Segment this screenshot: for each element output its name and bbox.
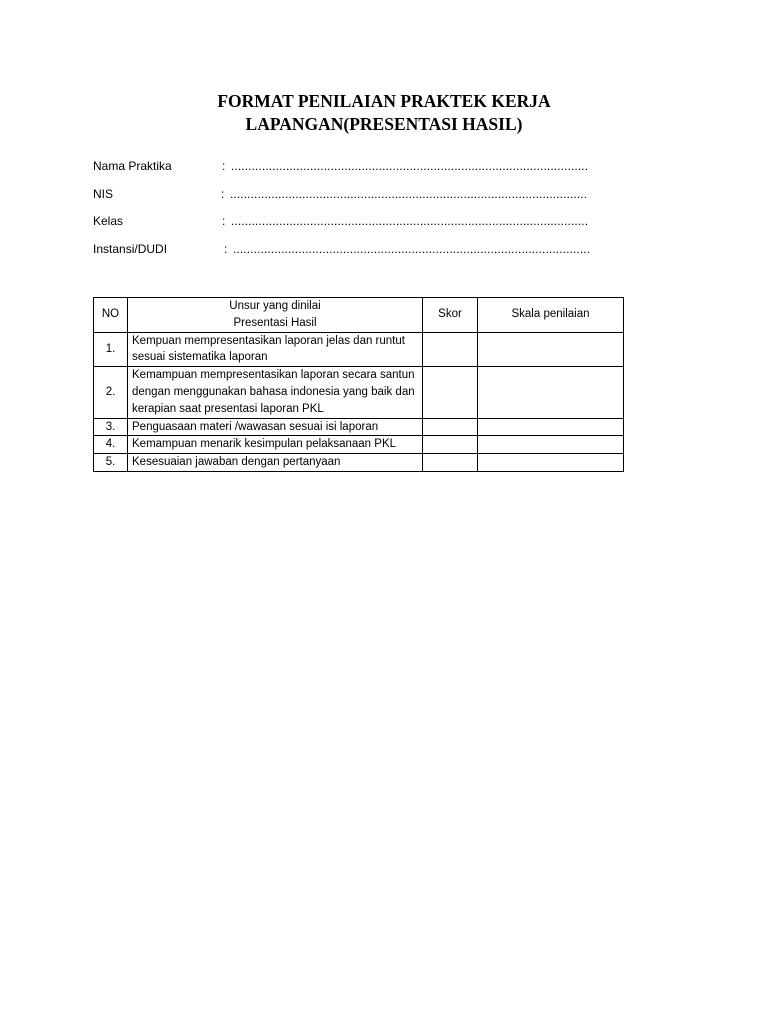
row-number: 3. [94,418,128,436]
row-description: Penguasaan materi /wawasan sesuai isi laporan [128,418,423,436]
header-unsur [128,298,423,333]
table-header-row [94,298,624,333]
field-kelas [93,214,633,242]
field-colon: : [222,214,226,228]
field-instansi-dudi [93,242,633,270]
document-title [0,90,768,136]
field-colon: : [221,186,225,201]
table-row [94,418,624,436]
table-row [94,367,624,418]
score-cell[interactable] [423,332,478,367]
row-description: Kesesuaian jawaban dengan pertanyaan [128,454,423,472]
field-label: NIS [93,186,114,201]
field-nis [93,187,633,215]
identity-fields [93,159,633,269]
field-blank-line: ........................................................................................................ [231,214,589,228]
scale-cell[interactable] [478,436,624,454]
title-line-2: LAPANGAN(PRESENTASI HASIL) [245,114,523,134]
scale-cell[interactable] [478,454,624,472]
row-description: Kemampuan menarik kesimpulan pelaksanaan PKL [128,436,423,454]
field-label: Nama Praktika [93,159,172,173]
table-row [94,436,624,454]
field-blank-line: ........................................................................................................ [231,159,589,173]
score-cell[interactable] [423,418,478,436]
field-nama-praktika [93,159,633,187]
score-cell[interactable] [423,436,478,454]
row-number: 5. [94,454,128,472]
header-unsur-line-1: Unsur yang dinilai [229,300,321,312]
scale-cell[interactable] [478,418,624,436]
row-number: 1. [94,332,128,367]
table-row [94,332,624,367]
row-description: Kempuan mempresentasikan laporan jelas dan runtut sesuai sistematika laporan [128,332,423,367]
field-label: Instansi/DUDI [93,241,168,256]
field-colon: : [222,159,226,173]
header-no: NO [94,298,128,333]
row-description: Kemampuan mempresentasikan laporan secara santun dengan menggunakan bahasa indonesia yang baik dan kerapian saat presentasi laporan PKL [128,367,423,418]
row-number: 4. [94,436,128,454]
table-row [94,454,624,472]
score-cell[interactable] [423,454,478,472]
title-line-1: FORMAT PENILAIAN PRAKTEK KERJA [217,91,551,111]
field-blank-line: ........................................................................................................ [230,186,588,201]
assessment-table [93,297,624,472]
field-colon: : [224,241,228,256]
header-unsur-line-2: Presentasi Hasil [233,316,317,329]
row-number: 2. [94,367,128,418]
header-skor: Skor [423,298,478,333]
scale-cell[interactable] [478,332,624,367]
score-cell[interactable] [423,367,478,418]
scale-cell[interactable] [478,367,624,418]
field-blank-line: ........................................................................................................ [233,241,591,256]
header-skala: Skala penilaian [478,298,624,333]
field-label: Kelas [93,214,124,228]
